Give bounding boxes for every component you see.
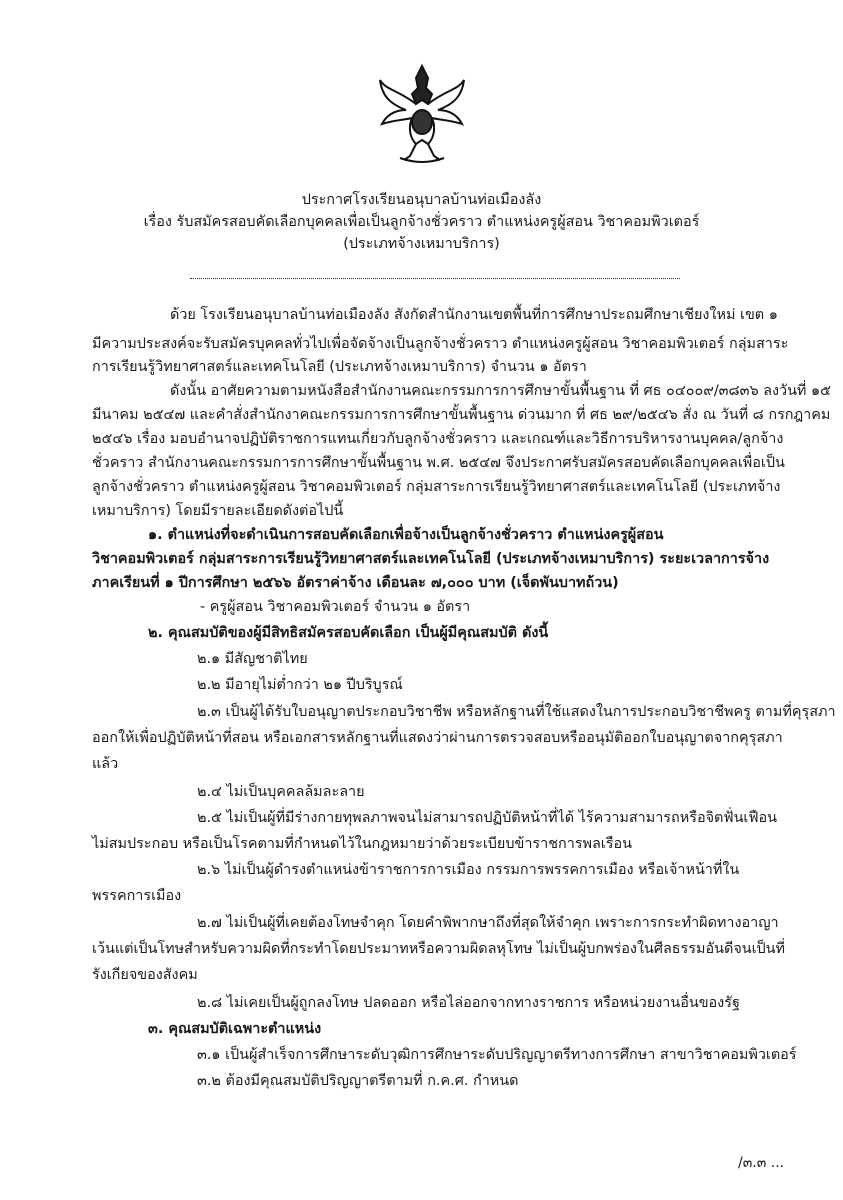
qualification-item: ๒.๘ ไม่เคยเป็นผู้ถูกลงโทษ ปลดออก หรือไล่ออกจากทางราชการ หรือหน่วยงานอื่นของรัฐ [197,995,740,1011]
section-1-heading: ๑. ตำแหน่งที่จะดำเนินการสอบคัดเลือกเพื่อจ้างเป็นลูกจ้างชั่วคราว ตำแหน่งครูผู้สอน [148,527,664,543]
intro-line: มีนาคม ๒๕๔๗ และคำสั่งสำนักงาคณะกรรมการการศึกษาขั้นพื้นฐาน ด่วนมาก ที่ ศธ ๒๙/๒๕๔๖ สั่ง ณ วันที่ ๘ กรกฎาคม [92,407,831,423]
qualification-item: ๒.๒ มีอายุไม่ต่ำกว่า ๒๑ ปีบริบูรณ์ [197,677,403,693]
qualification-item-cont: แล้ว [92,756,119,772]
page-continuation-marker: /๓.๓ ... [738,1155,785,1171]
qualification-item-cont: เว้นแต่เป็นโทษสำหรับความผิดที่กระทำโดยประมาทหรือความผิดลหุโทษ ไม่เป็นผู้บกพร่องในศีลธรรมอันดีจนเป็นที่ [92,941,785,957]
intro-line: ๒๕๔๖ เรื่อง มอบอำนาจปฏิบัติราชการแทนเกี่ยวกับลูกจ้างชั่วคราว และเกณฑ์และวิธีการบริหารงานบุคคล/ลูกจ้าง [92,431,784,447]
garuda-emblem-icon [376,60,468,168]
qualification-item: ๒.๕ ไม่เป็นผู้ที่มีร่างกายทุพลภาพจนไม่สามารถปฏิบัติหน้าที่ได้ ไร้ความสามารถหรือจิตฟั่นเฟือน [197,810,778,826]
intro-line: มีความประสงค์จะรับสมัครบุคคลทั่วไปเพื่อจัดจ้างเป็นลูกจ้างชั่วคราว ตำแหน่งครูผู้สอน วิชาคอมพิวเตอร์ กลุ่มสาระ [92,336,789,352]
intro-line: ลูกจ้างชั่วคราว ตำแหน่งครูผู้สอน วิชาคอมพิวเตอร์ กลุ่มสาระการเรียนรู้วิทยาศาสตร์และเทคโนโลยี (ประเภทจ้าง [92,479,781,495]
intro-line: เหมาบริการ) โดยมีรายละเอียดดังต่อไปนี้ [92,503,344,519]
announcement-title: ประกาศโรงเรียนอนุบาลบ้านท่อเมืองลัง [301,192,542,208]
intro-line: ดังนั้น อาศัยความตามหนังสือสำนักงานคณะกรรมการการศึกษาขั้นพื้นฐาน ที่ ศธ ๐๔๐๐๙/๓๘๓๖ ลงวันที่ ๑๕ [170,383,832,399]
intro-line: ด้วย โรงเรียนอนุบาลบ้านท่อเมืองลัง สังกัดสำนักงานเขตพื้นที่การศึกษาประถมศึกษาเชียงใหม่ เขต ๑ [170,307,778,323]
qualification-item: ๒.๗ ไม่เป็นผู้ที่เคยต้องโทษจำคุก โดยคำพิพากษาถึงที่สุดให้จำคุก เพราะการกระทำผิดทางอาญา [197,915,779,931]
section-1-line: ภาคเรียนที่ ๑ ปีการศึกษา ๒๕๖๖ อัตราค่าจ้าง เดือนละ ๗,๐๐๐ บาท (เจ็ดพันบาทถ้วน) [92,575,619,591]
announcement-subtitle: (ประเภทจ้างเหมาบริการ) [343,236,500,252]
section-1-line: วิชาคอมพิวเตอร์ กลุ่มสาระการเรียนรู้วิทยาศาสตร์และเทคโนโลยี (ประเภทจ้างเหมาบริการ) ระยะเวลาการจ้าง [92,551,770,567]
specific-qualification-item: ๓.๑ เป็นผู้สำเร็จการศึกษาระดับวุฒิการศึกษาระดับปริญญาตรีทางการศึกษา สาขาวิชาคอมพิวเตอร์ [197,1047,797,1063]
intro-line: ชั่วคราว สำนักงานคณะกรรมการการศึกษาขั้นพื้นฐาน พ.ศ. ๒๕๔๗ จึงประกาศรับสมัครสอบคัดเลือกบุคคลเพื่อเป็น [92,455,785,471]
separator-dotted-line [190,278,680,279]
qualification-item: ๒.๔ ไม่เป็นบุคคลล้มละลาย [197,784,365,800]
section-1-position-item: - ครูผู้สอน วิชาคอมพิวเตอร์ จำนวน ๑ อัตรา [200,599,471,615]
qualification-item-cont: รังเกียจของสังคม [92,967,198,983]
qualification-item-cont: ไม่สมประกอบ หรือเป็นโรคตามที่กำหนดไว้ในกฎหมายว่าด้วยระเบียบข้าราชการพลเรือน [92,836,632,852]
section-2-heading: ๒. คุณสมบัติของผู้มีสิทธิสมัครสอบคัดเลือก เป็นผู้มีคุณสมบัติ ดังนี้ [148,625,549,641]
qualification-item: ๒.๓ เป็นผู้ได้รับใบอนุญาตประกอบวิชาชีพ หรือหลักฐานที่ใช้แสดงในการประกอบวิชาชีพครู ตามที่คุรุสภา [197,704,836,720]
intro-line: การเรียนรู้วิทยาศาสตร์และเทคโนโลยี (ประเภทจ้างเหมาบริการ) จำนวน ๑ อัตรา [92,359,587,375]
qualification-item-cont: ออกให้เพื่อปฏิบัติหน้าที่สอน หรือเอกสารหลักฐานที่แสดงว่าผ่านการตรวจสอบหรืออนุมัติออกใบอนุญาตจากคุรุสภา [92,730,783,746]
section-3-heading: ๓. คุณสมบัติเฉพาะตำแหน่ง [148,1021,322,1037]
qualification-item: ๒.๑ มีสัญชาติไทย [197,651,308,667]
qualification-item: ๒.๖ ไม่เป็นผู้ดำรงตำแหน่งข้าราชการการเมือง กรรมการพรรคการเมือง หรือเจ้าหน้าที่ใน [197,862,740,878]
announcement-subject: เรื่อง รับสมัครสอบคัดเลือกบุคคลเพื่อเป็นลูกจ้างชั่วคราว ตำแหน่งครูผู้สอน วิชาคอมพิวเตอร์ [143,214,700,230]
qualification-item-cont: พรรคการเมือง [92,888,182,904]
specific-qualification-item: ๓.๒ ต้องมีคุณสมบัติปริญญาตรีตามที่ ก.ค.ศ. กำหนด [197,1073,519,1089]
